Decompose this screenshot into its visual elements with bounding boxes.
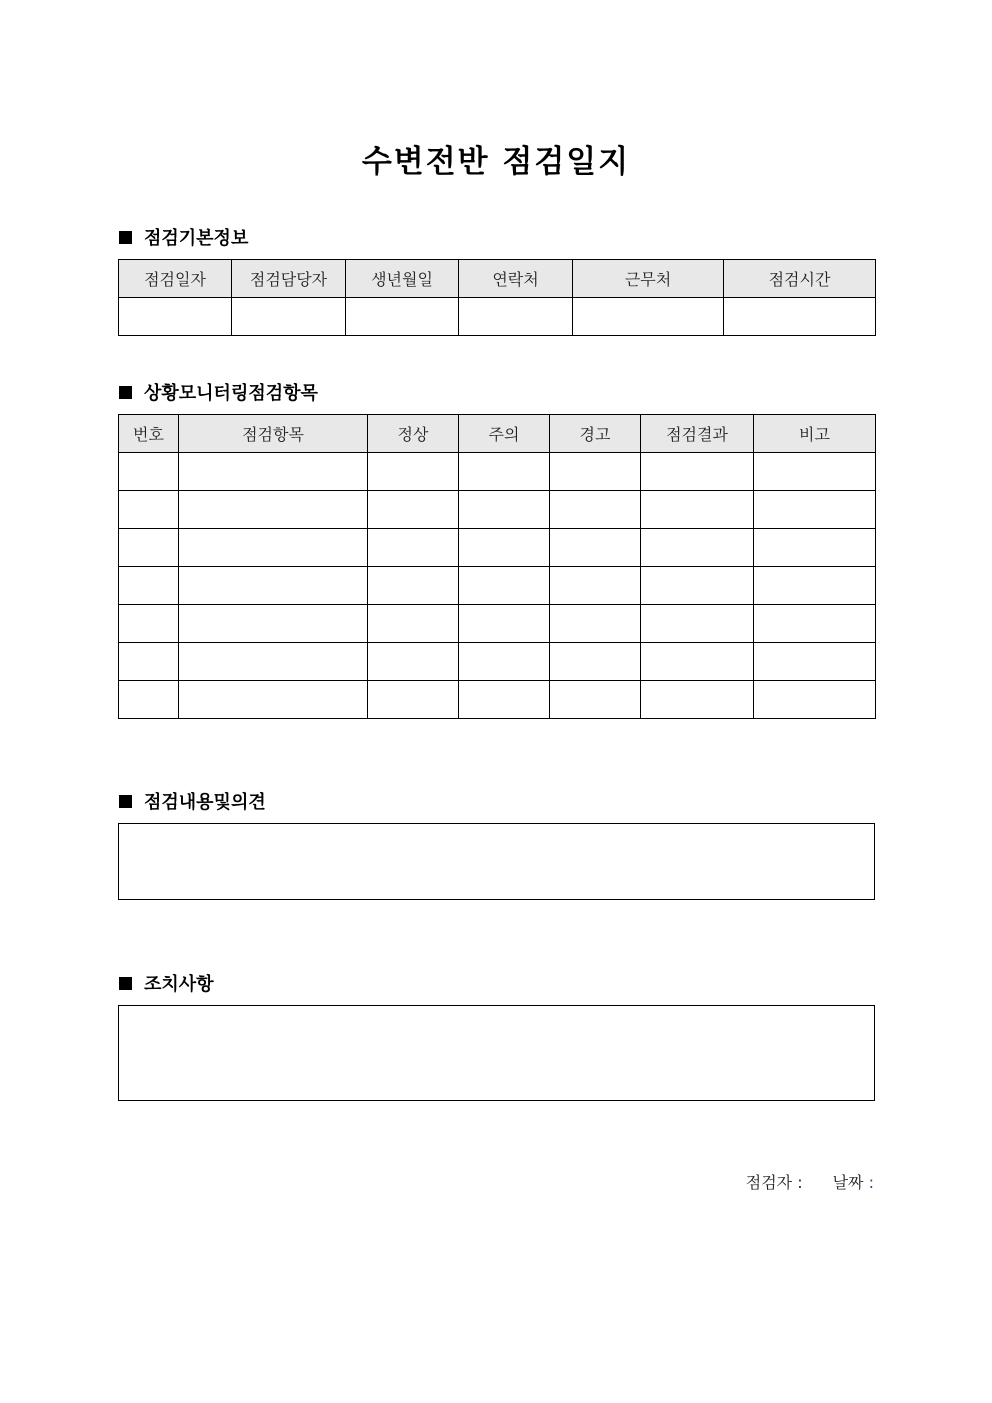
- cell-workplace[interactable]: [573, 298, 724, 336]
- table-row: [119, 605, 876, 643]
- section-actions: [119, 970, 214, 996]
- header-time: 점검시간: [724, 260, 876, 298]
- table-cell[interactable]: [550, 491, 641, 529]
- table-cell[interactable]: [641, 681, 754, 719]
- table-cell[interactable]: [368, 681, 459, 719]
- cell-contact[interactable]: [459, 298, 573, 336]
- header-remarks: 비고: [754, 415, 876, 453]
- table-cell[interactable]: [550, 529, 641, 567]
- table-cell[interactable]: [754, 529, 876, 567]
- table-cell[interactable]: [754, 453, 876, 491]
- table-cell[interactable]: [179, 567, 368, 605]
- table-cell[interactable]: [459, 529, 550, 567]
- table-cell[interactable]: [119, 567, 179, 605]
- table-cell[interactable]: [119, 681, 179, 719]
- table-cell[interactable]: [459, 491, 550, 529]
- monitoring-table-body: [119, 453, 876, 719]
- header-warning: 경고: [550, 415, 641, 453]
- inspector-label: 점검자 :: [745, 1173, 803, 1192]
- table-cell[interactable]: [641, 491, 754, 529]
- table-row: [119, 681, 876, 719]
- table-cell[interactable]: [459, 643, 550, 681]
- table-row: [119, 643, 876, 681]
- header-number: 번호: [119, 415, 179, 453]
- table-cell[interactable]: [368, 643, 459, 681]
- monitoring-table: [118, 414, 876, 719]
- table-cell[interactable]: [119, 529, 179, 567]
- table-cell[interactable]: [550, 681, 641, 719]
- header-date: 점검일자: [119, 260, 232, 298]
- table-cell[interactable]: [368, 529, 459, 567]
- table-cell[interactable]: [179, 681, 368, 719]
- table-cell[interactable]: [754, 681, 876, 719]
- table-cell[interactable]: [459, 681, 550, 719]
- table-cell[interactable]: [368, 567, 459, 605]
- table-cell[interactable]: [368, 605, 459, 643]
- table-cell[interactable]: [179, 605, 368, 643]
- content-opinion-box[interactable]: [118, 823, 875, 900]
- table-cell[interactable]: [754, 491, 876, 529]
- date-field: [833, 1170, 874, 1193]
- table-cell[interactable]: [459, 453, 550, 491]
- table-cell[interactable]: [550, 453, 641, 491]
- table-cell[interactable]: [550, 605, 641, 643]
- table-cell[interactable]: [641, 567, 754, 605]
- square-bullet-icon: [119, 231, 132, 244]
- header-caution: 주의: [459, 415, 550, 453]
- header-normal: 정상: [368, 415, 459, 453]
- table-cell[interactable]: [179, 453, 368, 491]
- header-contact: 연락처: [459, 260, 573, 298]
- date-colon: :: [868, 1173, 874, 1192]
- date-label: 날짜: [832, 1173, 864, 1192]
- table-cell[interactable]: [641, 605, 754, 643]
- section-content-label: 점검내용및의견: [144, 792, 266, 813]
- header-item: 점검항목: [179, 415, 368, 453]
- table-cell[interactable]: [368, 491, 459, 529]
- table-row: [119, 567, 876, 605]
- table-row: [119, 491, 876, 529]
- table-cell[interactable]: [119, 491, 179, 529]
- table-cell[interactable]: [641, 453, 754, 491]
- section-basic-info: [119, 224, 248, 250]
- table-cell[interactable]: [179, 529, 368, 567]
- page-title: 수변전반 점검일지: [361, 144, 631, 180]
- table-row: [119, 529, 876, 567]
- table-cell[interactable]: [641, 643, 754, 681]
- table-cell[interactable]: [179, 643, 368, 681]
- section-monitoring: [119, 379, 318, 405]
- table-cell[interactable]: [641, 529, 754, 567]
- table-cell[interactable]: [754, 605, 876, 643]
- table-cell[interactable]: [459, 567, 550, 605]
- square-bullet-icon: [119, 795, 132, 808]
- cell-time[interactable]: [724, 298, 876, 336]
- table-cell[interactable]: [550, 643, 641, 681]
- table-cell[interactable]: [754, 643, 876, 681]
- square-bullet-icon: [119, 977, 132, 990]
- cell-birthdate[interactable]: [346, 298, 459, 336]
- section-actions-label: 조치사항: [144, 974, 214, 995]
- header-result: 점검결과: [641, 415, 754, 453]
- cell-date[interactable]: [119, 298, 232, 336]
- header-workplace: 근무처: [573, 260, 724, 298]
- table-row: [119, 453, 876, 491]
- actions-box[interactable]: [118, 1005, 875, 1101]
- table-cell[interactable]: [119, 453, 179, 491]
- table-cell[interactable]: [754, 567, 876, 605]
- square-bullet-icon: [119, 386, 132, 399]
- table-cell[interactable]: [368, 453, 459, 491]
- section-content: [119, 788, 266, 814]
- table-cell[interactable]: [119, 643, 179, 681]
- section-monitoring-label: 상황모니터링점검항목: [144, 383, 318, 404]
- header-birthdate: 생년월일: [346, 260, 459, 298]
- section-basic-info-label: 점검기본정보: [144, 228, 249, 249]
- table-cell[interactable]: [179, 491, 368, 529]
- signature-footer: [746, 1170, 874, 1193]
- cell-manager[interactable]: [232, 298, 346, 336]
- header-manager: 점검담당자: [232, 260, 346, 298]
- basic-info-table: [118, 259, 876, 336]
- table-cell[interactable]: [119, 605, 179, 643]
- table-cell[interactable]: [550, 567, 641, 605]
- table-cell[interactable]: [459, 605, 550, 643]
